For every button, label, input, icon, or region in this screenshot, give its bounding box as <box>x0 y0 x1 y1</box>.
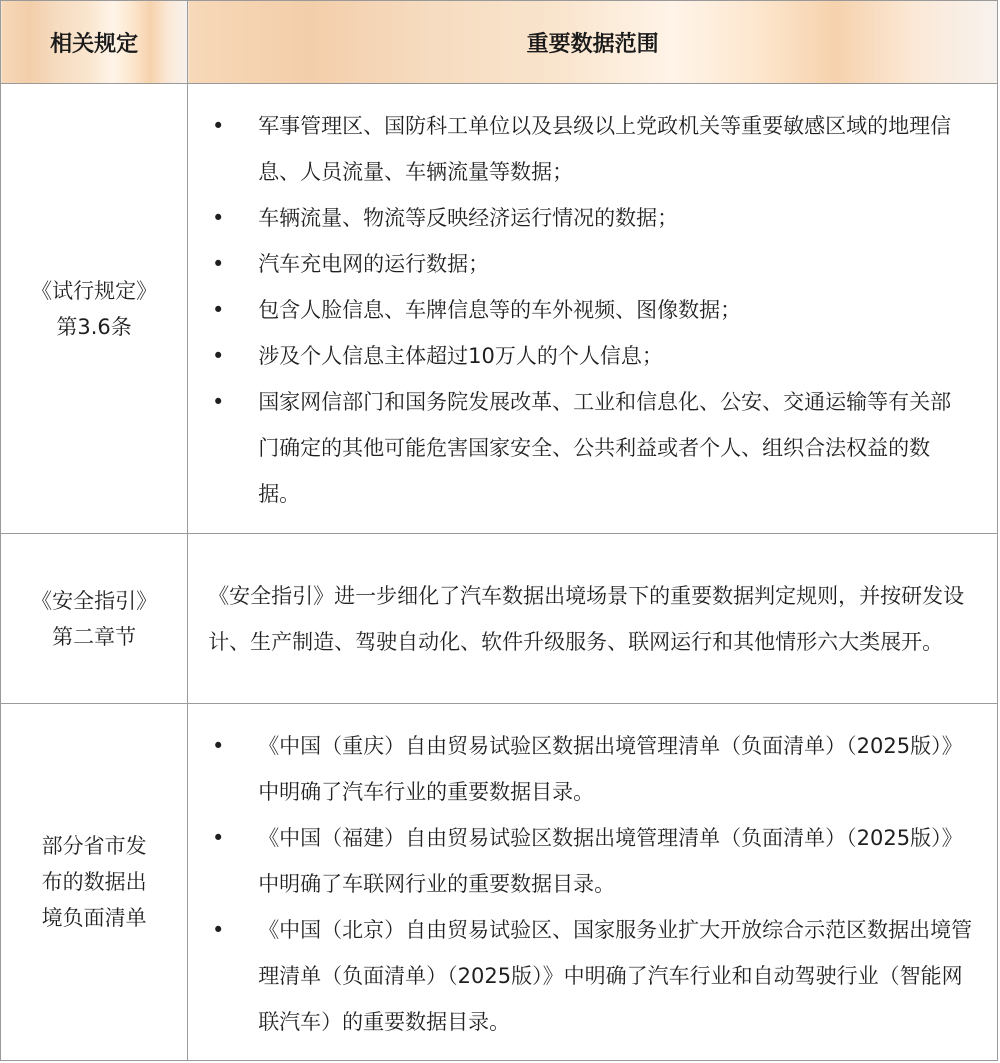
list-item-text: 汽车充电网的运行数据； <box>258 251 490 276</box>
list-item-text: 《中国（福建）自由贸易试验区数据出境管理清单（负面清单）（2025版）》中明确了车联网行业的重要数据目录。 <box>258 826 963 897</box>
regulation-line: 第二章节 <box>52 624 137 649</box>
list-item <box>188 103 997 195</box>
list-item <box>188 815 997 907</box>
list-item-text: 包含人脸信息、车牌信息等的车外视频、图像数据； <box>258 297 742 322</box>
bullet-list <box>188 719 997 1045</box>
regulation-line: 境负面清单 <box>41 906 147 931</box>
header-regulation: 相关规定 <box>1 1 188 84</box>
bullet-icon: • <box>211 251 225 276</box>
bullet-icon: • <box>211 918 225 943</box>
regulation-cell <box>1 704 188 1061</box>
list-item <box>188 333 997 379</box>
data-scope-cell <box>188 534 998 704</box>
data-scope-cell <box>188 84 998 534</box>
list-item-text: 涉及个人信息主体超过10万人的个人信息； <box>258 343 663 368</box>
list-item <box>188 287 997 333</box>
regulation-line: 布的数据出 <box>41 870 147 895</box>
table-row <box>1 704 998 1061</box>
data-scope-cell <box>188 704 998 1061</box>
list-item <box>188 379 997 517</box>
regulation-cell <box>1 84 188 534</box>
list-item <box>188 195 997 241</box>
bullet-icon: • <box>211 205 225 230</box>
bullet-icon: • <box>211 734 225 759</box>
list-item <box>188 723 997 815</box>
bullet-list <box>188 101 997 517</box>
regulation-line: 《试行规定》 <box>31 278 158 303</box>
bullet-icon: • <box>211 297 225 322</box>
table-row <box>1 84 998 534</box>
regulation-line: 部分省市发 <box>41 834 147 859</box>
table-header-row <box>1 1 998 84</box>
bullet-icon: • <box>211 343 225 368</box>
regulation-cell <box>1 534 188 704</box>
bullet-icon: • <box>211 826 225 851</box>
paragraph-text: 《安全指引》进一步细化了汽车数据出境场景下的重要数据判定规则，并按研发设计、生产制造、驾驶自动化、软件升级服务、联网运行和其他情形六大类展开。 <box>208 583 965 654</box>
list-item-text: 《中国（重庆）自由贸易试验区数据出境管理清单（负面清单）（2025版）》中明确了汽车行业的重要数据目录。 <box>258 734 963 805</box>
list-item-text: 国家网信部门和国务院发展改革、工业和信息化、公安、交通运输等有关部门确定的其他可能危害国家安全、公共利益或者个人、组织合法权益的数据。 <box>258 389 952 506</box>
list-item <box>188 907 997 1045</box>
bullet-icon: • <box>211 389 225 414</box>
bullet-icon: • <box>211 113 225 138</box>
header-data-scope: 重要数据范围 <box>188 1 998 84</box>
list-item-text: 车辆流量、物流等反映经济运行情况的数据； <box>258 205 679 230</box>
list-item <box>188 241 997 287</box>
list-item-text: 《中国（北京）自由贸易试验区、国家服务业扩大开放综合示范区数据出境管理清单（负面清单）（2025版）》中明确了汽车行业和自动驾驶行业（智能网联汽车）的重要数据目录。 <box>258 918 973 1035</box>
list-item-text: 军事管理区、国防科工单位以及县级以上党政机关等重要敏感区域的地理信息、人员流量、车辆流量等数据； <box>258 113 952 184</box>
regulation-line: 《安全指引》 <box>31 588 158 613</box>
table-row <box>1 534 998 704</box>
regulation-line: 第3.6条 <box>56 314 132 339</box>
